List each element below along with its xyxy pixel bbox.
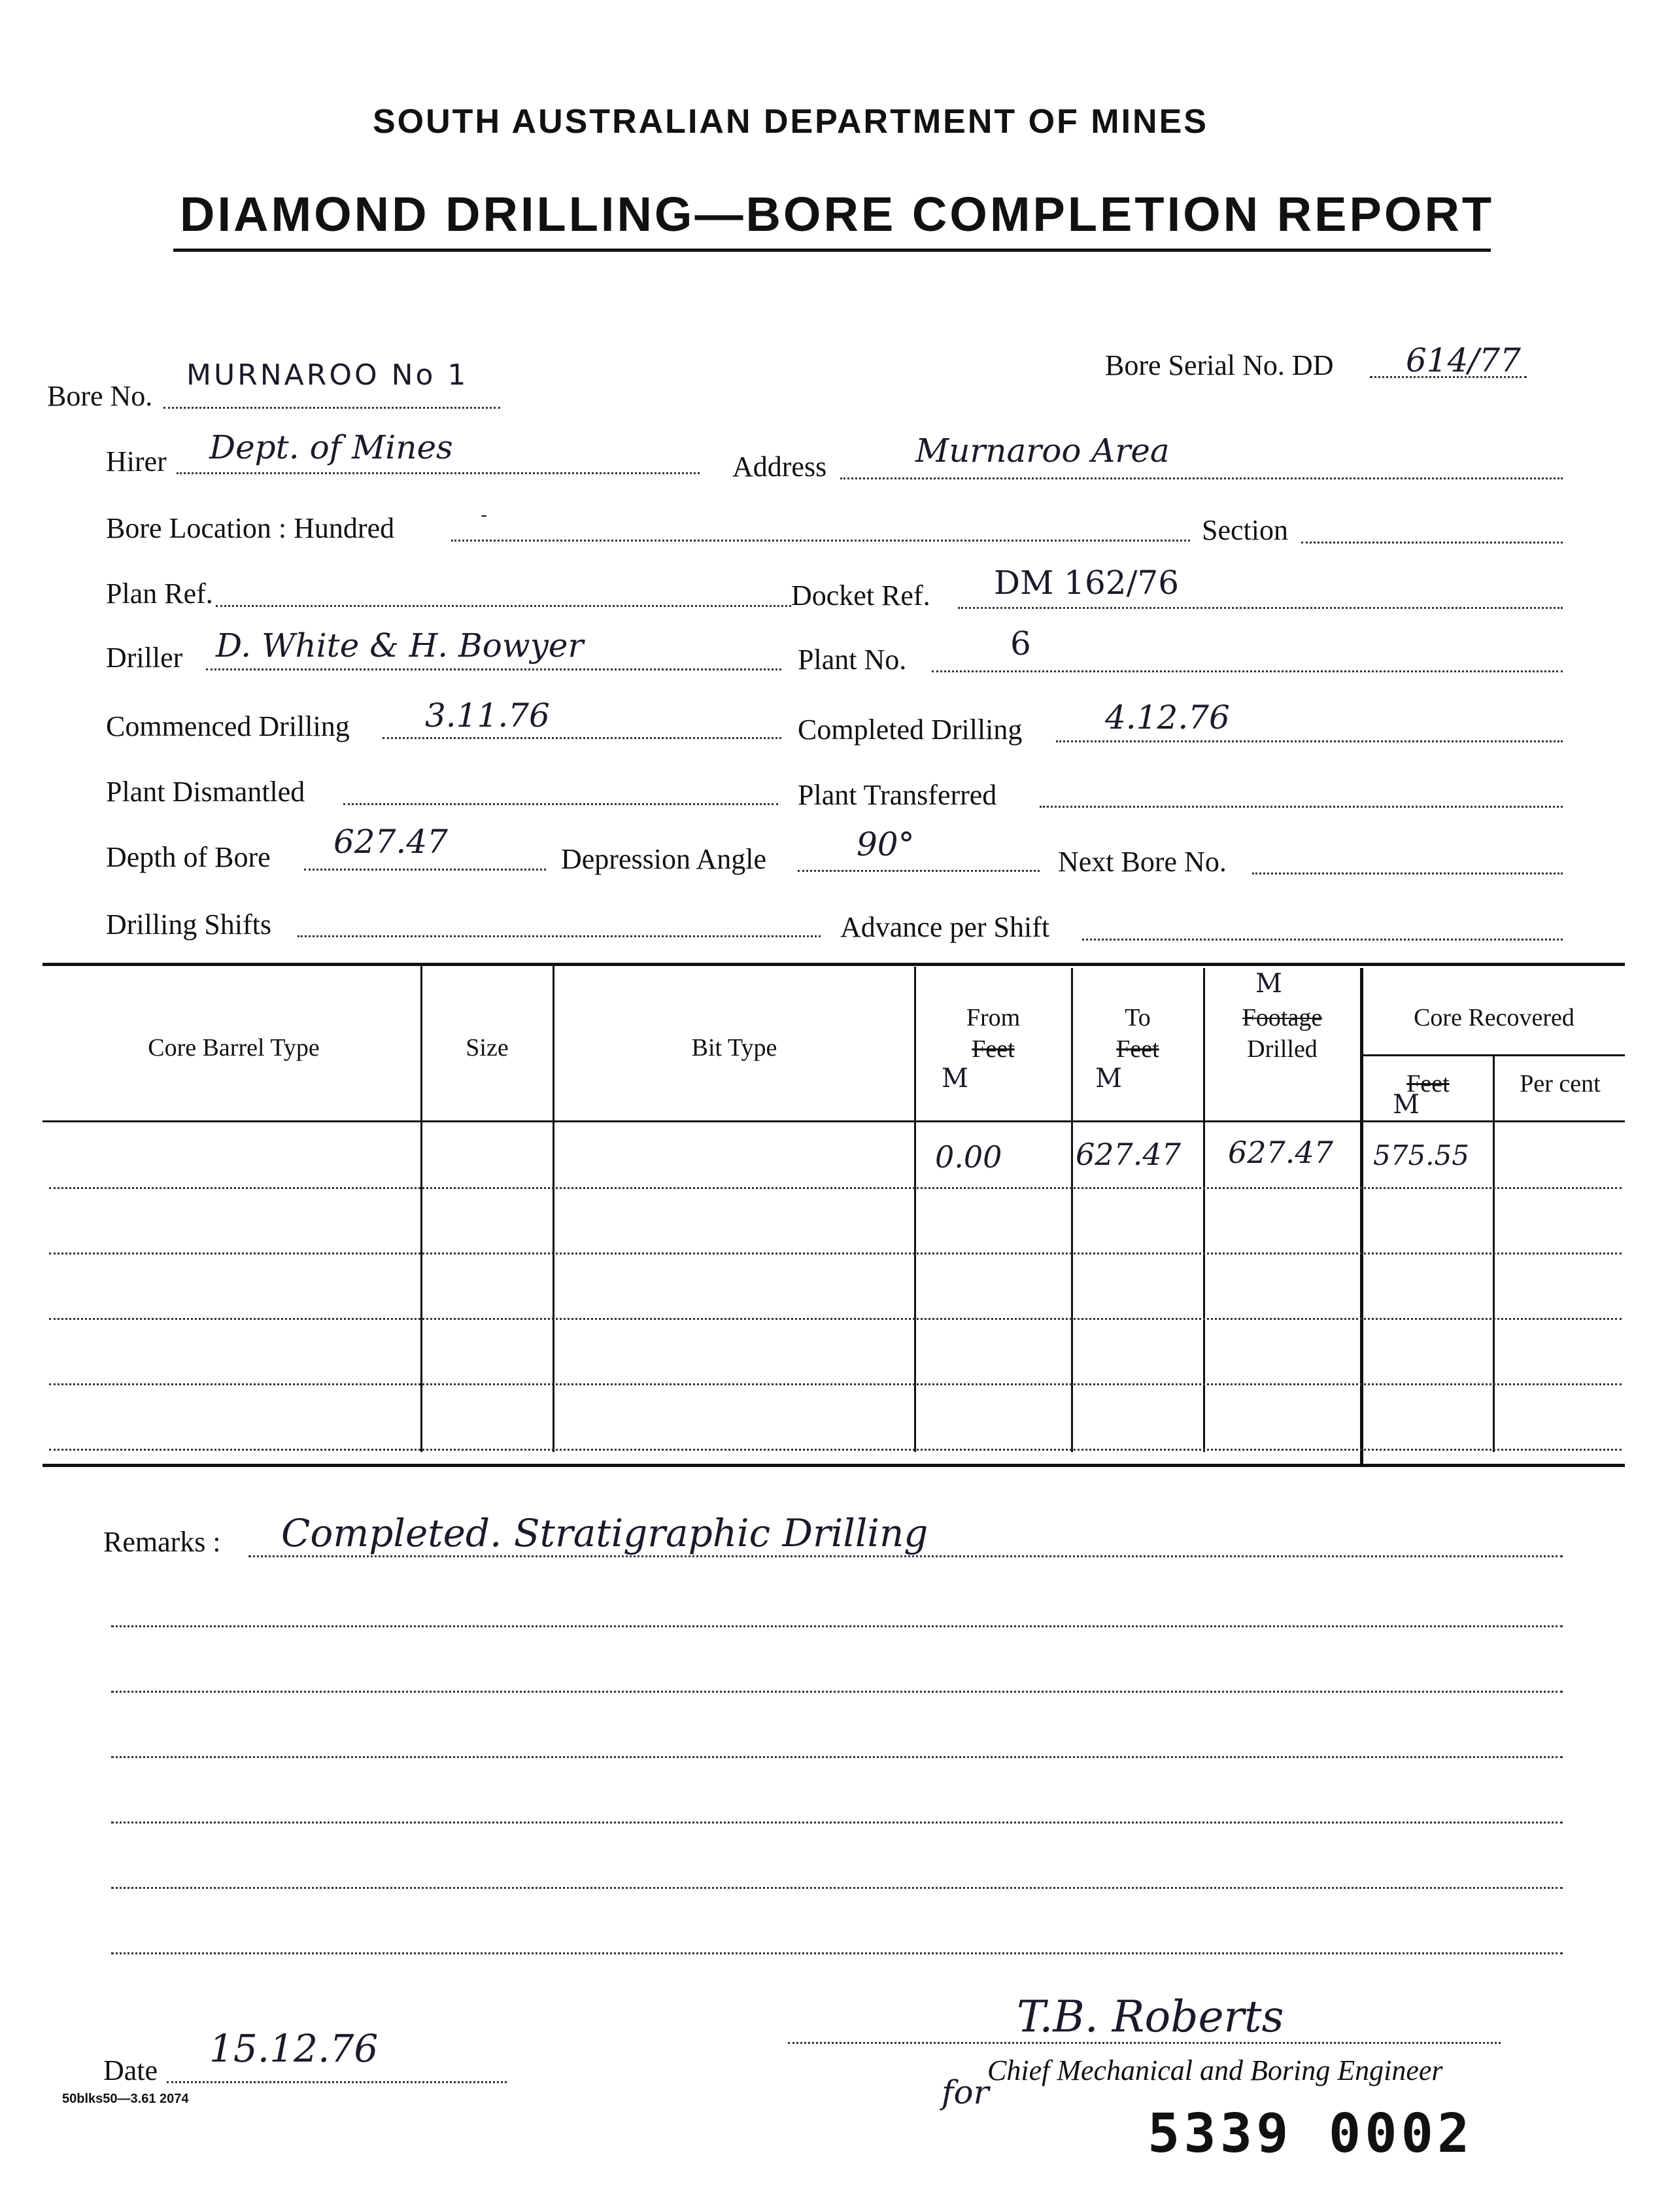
signatory-title: Chief Mechanical and Boring Engineer	[987, 2054, 1443, 2086]
commenced-line	[383, 737, 781, 739]
row1-recovered[interactable]: 575.55	[1373, 1139, 1469, 1171]
table-top-rule	[43, 963, 1625, 966]
next-bore-line	[1252, 873, 1563, 874]
advance-label: Advance per Shift	[840, 911, 1050, 943]
plan-ref-line	[216, 605, 791, 607]
shifts-line	[298, 935, 821, 937]
th-from-feet: Feet	[972, 1035, 1015, 1063]
plan-ref-label: Plan Ref.	[106, 578, 213, 610]
table-row-line	[49, 1318, 1622, 1320]
hirer-line	[177, 472, 700, 474]
driller-value[interactable]: D. White & H. Bowyer	[216, 627, 584, 665]
serial-value[interactable]: 614/77	[1406, 341, 1521, 379]
document-number: 5339 0002	[1148, 2103, 1474, 2165]
transferred-label: Plant Transferred	[798, 779, 997, 811]
title-underline	[173, 249, 1491, 252]
date-line	[167, 2081, 507, 2083]
shifts-label: Drilling Shifts	[106, 908, 272, 941]
report-title: DIAMOND DRILLING—BORE COMPLETION REPORT	[180, 187, 1495, 241]
signature: T.B. Roberts	[1017, 1992, 1284, 2042]
hundred-line	[451, 540, 1190, 542]
remarks-line	[111, 1691, 1563, 1693]
th-size: Size	[466, 1034, 509, 1062]
bore-no-label: Bore No.	[47, 380, 153, 412]
completed-label: Completed Drilling	[798, 714, 1023, 746]
th-drilled: Drilled	[1247, 1035, 1318, 1063]
th-footage	[1204, 1002, 1360, 1033]
th-per-cent: Per cent	[1520, 1070, 1601, 1097]
remarks-line	[111, 1756, 1563, 1758]
th-core-barrel: Core Barrel Type	[148, 1034, 320, 1062]
remarks-line	[111, 1887, 1563, 1889]
header-rule	[43, 1120, 1625, 1122]
docket-line	[958, 607, 1563, 609]
serial-label: Bore Serial No. DD	[1105, 349, 1334, 381]
th-footage-m: M	[1255, 969, 1282, 999]
bore-no-line	[163, 407, 500, 409]
plant-no-line	[932, 670, 1563, 672]
th-to: To	[1125, 1004, 1151, 1031]
th-bit-type: Bit Type	[691, 1034, 777, 1062]
th-core-recovered: Core Recovered	[1414, 1004, 1574, 1031]
table-row-line	[49, 1253, 1622, 1254]
th-recovered-feet: Feet	[1406, 1070, 1450, 1097]
subheader-rule	[1361, 1054, 1625, 1056]
transferred-line	[1040, 806, 1563, 808]
th-to-m: M	[1095, 1063, 1122, 1094]
driller-line	[206, 668, 781, 670]
hundred-value[interactable]: -	[481, 504, 488, 527]
bore-location-label: Bore Location : Hundred	[106, 512, 395, 544]
remarks-value[interactable]: Completed. Stratigraphic Drilling	[281, 1511, 928, 1555]
bore-no-value[interactable]: MURNAROO No 1	[186, 358, 469, 392]
address-value[interactable]: Murnaroo Area	[915, 432, 1170, 470]
table-bottom-rule	[43, 1464, 1625, 1467]
angle-line	[798, 870, 1040, 872]
dismantled-line	[343, 803, 778, 805]
th-footage-text: Footage	[1242, 1004, 1323, 1031]
row1-from[interactable]: 0.00	[935, 1139, 1002, 1175]
section-line	[1301, 542, 1563, 544]
plant-no-value[interactable]: 6	[1010, 625, 1031, 663]
row1-to[interactable]: 627.47	[1076, 1137, 1181, 1172]
date-value[interactable]: 15.12.76	[209, 2026, 379, 2071]
angle-label: Depression Angle	[561, 843, 767, 875]
table-row-line	[49, 1187, 1622, 1189]
depth-line	[304, 869, 546, 871]
angle-value[interactable]: 90°	[857, 825, 915, 863]
docket-value[interactable]: DM 162/76	[994, 564, 1180, 602]
table-row-line	[49, 1383, 1622, 1385]
table-row-line	[49, 1449, 1622, 1451]
th-recovered-m: M	[1393, 1090, 1420, 1120]
depth-label: Depth of Bore	[106, 841, 271, 873]
section-label: Section	[1202, 514, 1288, 546]
dismantled-label: Plant Dismantled	[106, 776, 305, 808]
remarks-line	[111, 1625, 1563, 1627]
commenced-label: Commenced Drilling	[106, 710, 350, 742]
col-divider-thick	[1360, 968, 1363, 1464]
hirer-label: Hirer	[106, 445, 167, 477]
driller-label: Driller	[106, 642, 183, 674]
signature-prefix: for	[942, 2073, 989, 2111]
commenced-value[interactable]: 3.11.76	[425, 697, 550, 734]
docket-label: Docket Ref.	[791, 579, 930, 612]
next-bore-label: Next Bore No.	[1058, 846, 1227, 878]
th-from: From	[966, 1004, 1021, 1031]
remarks-label: Remarks :	[103, 1526, 221, 1558]
depth-value[interactable]: 627.47	[333, 823, 448, 861]
th-from-m: M	[942, 1063, 968, 1094]
remarks-line	[111, 1822, 1563, 1823]
th-to-feet: Feet	[1116, 1035, 1159, 1063]
department-heading: SOUTH AUSTRALIAN DEPARTMENT OF MINES	[373, 103, 1208, 141]
address-line	[840, 477, 1563, 479]
signature-line	[788, 2042, 1501, 2044]
hirer-value[interactable]: Dept. of Mines	[209, 428, 453, 466]
date-label: Date	[103, 2054, 158, 2086]
advance-line	[1082, 939, 1563, 941]
completed-value[interactable]: 4.12.76	[1105, 699, 1230, 736]
remarks-line	[111, 1952, 1563, 1954]
address-label: Address	[732, 451, 827, 483]
form-code: 50blks50—3.61 2074	[62, 2092, 189, 2106]
row1-drilled[interactable]: 627.47	[1228, 1135, 1333, 1170]
remarks-line	[248, 1555, 1563, 1557]
plant-no-label: Plant No.	[798, 644, 907, 676]
completed-line	[1056, 740, 1563, 742]
